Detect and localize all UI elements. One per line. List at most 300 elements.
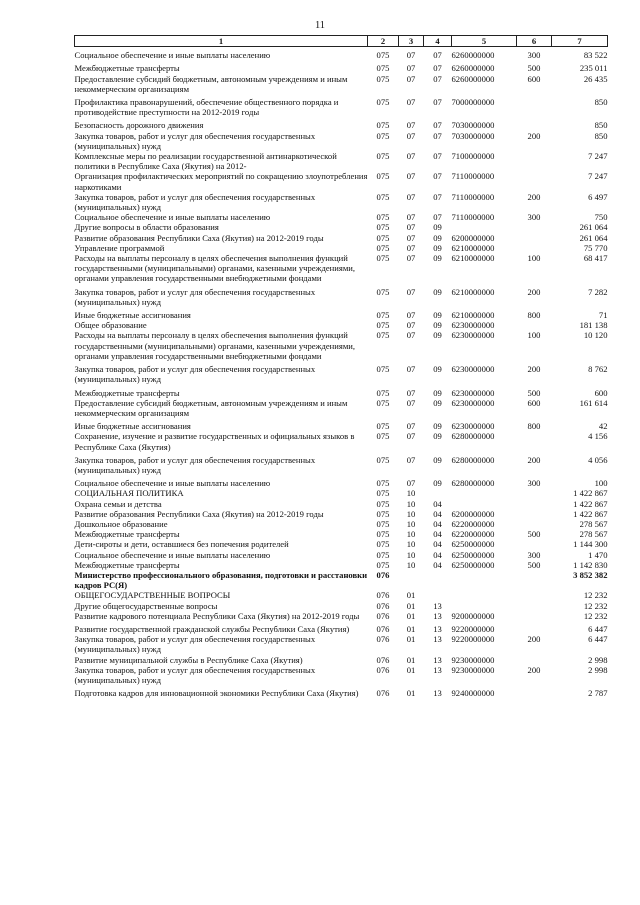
row-vr-code: 200: [527, 286, 541, 297]
row-gr-code: 075: [376, 242, 390, 253]
row-target-code: 6210000000: [451, 286, 495, 297]
row-amount: 12 232: [583, 600, 608, 611]
row-rz-code: 07: [406, 478, 416, 489]
row-gr-code: 075: [376, 222, 390, 233]
row-target-code: 7100000000: [451, 151, 495, 162]
row-vr-code: [517, 570, 552, 590]
row-vr-code: 300: [527, 549, 541, 560]
row-gr-code: 075: [376, 73, 390, 84]
table-row: [75, 117, 608, 130]
row-target-code: 6230000000: [451, 320, 495, 331]
table-header-row: [75, 36, 608, 47]
row-target-code: [452, 222, 517, 232]
row-gr-code: 076: [376, 590, 390, 601]
row-name: Закупка товаров, работ и услуг для обеспечения государственных (муниципальных) нужд: [74, 286, 316, 307]
row-pr-code: 13: [433, 600, 442, 611]
row-amount: 83 522: [583, 50, 608, 61]
row-amount: 1 422 867: [573, 498, 608, 509]
table-row: [75, 601, 608, 611]
table-row: [75, 385, 608, 398]
row-pr-code: 07: [433, 63, 442, 74]
row-vr-code: 500: [527, 529, 541, 540]
row-target-code: [452, 570, 517, 590]
row-gr-code: 075: [376, 310, 390, 321]
row-pr-code: 04: [433, 559, 442, 570]
row-target-code: 7030000000: [451, 130, 495, 141]
row-name: Другие вопросы в области образования: [74, 222, 219, 233]
row-target-code: 9240000000: [451, 688, 495, 699]
row-name: Развитие муниципальной службы в Республике Саха (Якутия): [74, 654, 303, 665]
row-rz-code: 10: [406, 549, 416, 560]
row-name: Социальное обеспечение и иные выплаты населению: [74, 50, 271, 61]
row-vr-code: 200: [527, 130, 541, 141]
row-rz-code: 07: [406, 73, 416, 84]
row-amount: 261 064: [579, 222, 608, 233]
header-col-7: 7: [552, 36, 608, 47]
row-gr-code: 075: [376, 130, 390, 141]
row-amount: 235 011: [579, 63, 608, 74]
row-gr-code: 076: [376, 623, 390, 634]
table-row: [75, 47, 608, 61]
row-pr-code: 07: [433, 130, 442, 141]
row-target-code: 6260000000: [451, 73, 495, 84]
row-vr-code: 200: [527, 634, 541, 645]
row-rz-code: 07: [406, 212, 416, 223]
row-name: Министерство профессионального образования, подготовки и расстановки кадров РС(Я): [74, 569, 368, 591]
row-gr-code: 075: [376, 488, 390, 499]
row-amount: 42: [598, 421, 608, 432]
row-target-code: 6210000000: [451, 310, 495, 321]
row-target-code: 6220000000: [451, 518, 495, 529]
row-pr-code: 09: [433, 242, 442, 253]
row-target-code: 7110000000: [451, 171, 495, 182]
table-row: [75, 330, 608, 361]
row-name: ОБЩЕГОСУДАРСТВЕННЫЕ ВОПРОСЫ: [74, 590, 231, 601]
row-gr-code: 075: [376, 330, 390, 341]
row-amount: 1 422 867: [573, 488, 608, 499]
row-amount: 100: [594, 478, 608, 489]
row-vr-code: [517, 685, 552, 698]
row-name: Безопасность дорожного движения: [74, 120, 204, 131]
row-name: Дошкольное образование: [74, 518, 168, 529]
row-pr-code: 13: [433, 654, 442, 665]
row-pr-code: [424, 590, 452, 600]
row-name: СОЦИАЛЬНАЯ ПОЛИТИКА: [74, 488, 184, 499]
row-amount: 2 998: [588, 654, 608, 665]
row-pr-code: 13: [433, 634, 442, 645]
row-gr-code: 076: [376, 654, 390, 665]
row-amount: 1 142 830: [573, 559, 608, 570]
page-number: 11: [314, 20, 326, 31]
table-row: [75, 171, 608, 191]
row-target-code: 6260000000: [451, 50, 495, 61]
row-target-code: 9220000000: [451, 634, 495, 645]
row-gr-code: 075: [376, 478, 390, 489]
table-row: [75, 550, 608, 560]
row-name: Социальное обеспечение и иные выплаты населению: [74, 549, 271, 560]
row-target-code: 6220000000: [451, 529, 495, 540]
row-pr-code: 13: [433, 610, 442, 621]
row-target-code: 7110000000: [451, 191, 495, 202]
row-rz-code: 07: [406, 151, 416, 162]
row-gr-code: 075: [376, 518, 390, 529]
row-name: Управление программой: [74, 242, 165, 253]
row-target-code: 6250000000: [451, 539, 495, 550]
row-vr-code: [517, 94, 552, 117]
row-vr-code: [517, 621, 552, 634]
row-name: Межбюджетные трансферты: [74, 387, 180, 398]
row-gr-code: 076: [376, 634, 390, 645]
row-pr-code: 09: [433, 330, 442, 341]
table-row: [75, 665, 608, 685]
row-pr-code: 09: [433, 320, 442, 331]
row-pr-code: 07: [433, 120, 442, 131]
table-row: [75, 499, 608, 509]
row-amount: 2 998: [588, 664, 608, 675]
row-target-code: 6200000000: [451, 508, 495, 519]
row-rz-code: 10: [406, 498, 416, 509]
row-vr-code: 300: [527, 212, 541, 223]
table-row: [75, 655, 608, 665]
row-gr-code: 075: [376, 286, 390, 297]
row-pr-code: 04: [433, 539, 442, 550]
row-rz-code: 07: [406, 63, 416, 74]
row-pr-code: 13: [433, 664, 442, 675]
row-name: Закупка товаров, работ и услуг для обеспечения государственных (муниципальных) нужд: [74, 364, 316, 385]
row-rz-code: 01: [406, 664, 416, 675]
row-gr-code: 075: [376, 364, 390, 375]
row-pr-code: 09: [433, 232, 442, 243]
row-pr-code: 09: [433, 253, 442, 264]
table-body: [75, 47, 608, 699]
row-vr-code: [517, 488, 552, 498]
row-rz-code: 07: [406, 431, 416, 442]
row-target-code: 7000000000: [451, 97, 495, 108]
table-row: [75, 74, 608, 94]
row-amount: 8 762: [588, 364, 608, 375]
row-vr-code: 300: [527, 478, 541, 489]
row-vr-code: 300: [527, 50, 541, 61]
row-amount: 278 567: [579, 529, 608, 540]
row-rz-code: 07: [406, 310, 416, 321]
row-rz-code: 07: [406, 286, 416, 297]
row-name: Расходы на выплаты персоналу в целях обеспечения выполнения функций государственными (муниципальными) органами, казенными учреждениями, органами управления государственными внебюджетными фондами: [74, 330, 356, 361]
table-row: [75, 611, 608, 621]
row-pr-code: 07: [433, 73, 442, 84]
row-rz-code: 01: [406, 623, 416, 634]
row-rz-code: 07: [406, 120, 416, 131]
row-pr-code: 07: [433, 151, 442, 162]
row-vr-code: [517, 509, 552, 519]
row-pr-code: 09: [433, 364, 442, 375]
row-rz-code: 07: [406, 397, 416, 408]
row-amount: 2 787: [588, 688, 608, 699]
row-name: Комплексные меры по реализации государственной антинаркотической политики в Республике Саха (Якутия) на 2012-: [74, 151, 337, 172]
row-amount: 181 138: [579, 320, 608, 331]
row-vr-code: [517, 320, 552, 330]
header-col-4: 4: [424, 36, 452, 47]
row-rz-code: 07: [406, 50, 416, 61]
row-amount: 7 282: [588, 286, 608, 297]
row-vr-code: 500: [527, 387, 541, 398]
table-row: [75, 634, 608, 654]
row-target-code: 6280000000: [451, 478, 495, 489]
row-vr-code: [517, 243, 552, 253]
row-name: Подготовка кадров для инновационной экономики Республики Саха (Якутия): [74, 688, 359, 699]
row-rz-code: 10: [406, 508, 416, 519]
row-vr-code: 200: [527, 664, 541, 675]
row-pr-code: 04: [433, 508, 442, 519]
row-pr-code: 09: [433, 421, 442, 432]
row-gr-code: 075: [376, 549, 390, 560]
row-gr-code: 075: [376, 232, 390, 243]
row-amount: 6 447: [588, 634, 608, 645]
row-pr-code: 09: [433, 310, 442, 321]
row-gr-code: 076: [376, 664, 390, 675]
row-amount: 161 614: [579, 397, 608, 408]
table-row: [75, 560, 608, 570]
table-row: [75, 529, 608, 539]
row-rz-code: 07: [406, 253, 416, 264]
row-pr-code: 04: [433, 549, 442, 560]
row-target-code: 7030000000: [451, 120, 495, 131]
row-gr-code: 076: [376, 569, 390, 580]
table-row: [75, 94, 608, 117]
row-amount: 600: [594, 387, 608, 398]
row-amount: 850: [594, 130, 608, 141]
row-rz-code: 01: [406, 590, 416, 601]
row-pr-code: 09: [433, 397, 442, 408]
row-rz-code: 07: [406, 421, 416, 432]
row-vr-code: [517, 171, 552, 191]
row-name: Закупка товаров, работ и услуг для обеспечения государственных (муниципальных) нужд: [74, 454, 316, 475]
row-amount: 1 422 867: [573, 508, 608, 519]
row-name: Иные бюджетные ассигнования: [74, 421, 191, 432]
row-rz-code: [399, 570, 424, 590]
budget-table: [74, 35, 608, 698]
row-vr-code: 200: [527, 454, 541, 465]
row-vr-code: [517, 233, 552, 243]
row-amount: 68 417: [583, 253, 608, 264]
row-amount: 4 156: [588, 431, 608, 442]
row-rz-code: 07: [406, 171, 416, 182]
row-target-code: [452, 601, 517, 611]
row-target-code: 6250000000: [451, 559, 495, 570]
row-name: Межбюджетные трансферты: [74, 529, 180, 540]
row-amount: 261 064: [579, 232, 608, 243]
row-gr-code: 076: [376, 600, 390, 611]
row-pr-code: [424, 570, 452, 590]
row-gr-code: 075: [376, 253, 390, 264]
row-pr-code: 13: [433, 688, 442, 699]
row-vr-code: 800: [527, 310, 541, 321]
row-name: Развитие образования Республики Саха (Якутия) на 2012-2019 годы: [74, 508, 324, 519]
row-rz-code: 07: [406, 232, 416, 243]
row-gr-code: 075: [376, 421, 390, 432]
row-name: Иные бюджетные ассигнования: [74, 310, 191, 321]
row-target-code: 9200000000: [451, 610, 495, 621]
row-gr-code: 075: [376, 508, 390, 519]
row-rz-code: 07: [406, 97, 416, 108]
row-name: Межбюджетные трансферты: [74, 559, 180, 570]
row-rz-code: 01: [406, 634, 416, 645]
row-vr-code: [517, 499, 552, 509]
row-target-code: 6210000000: [451, 253, 495, 264]
row-gr-code: 075: [376, 320, 390, 331]
row-name: Закупка товаров, работ и услуг для обеспечения государственных (муниципальных) нужд: [74, 191, 316, 213]
row-gr-code: 075: [376, 120, 390, 131]
row-amount: 6 497: [588, 191, 608, 202]
row-target-code: 6250000000: [451, 549, 495, 560]
row-name: Предоставление субсидий бюджетным, автономным учреждениям и иным некоммерческим организациям: [74, 397, 348, 418]
row-gr-code: 075: [376, 151, 390, 162]
row-amount: 1 470: [588, 549, 608, 560]
row-target-code: 9220000000: [451, 623, 495, 634]
row-vr-code: [517, 611, 552, 621]
row-pr-code: 09: [433, 286, 442, 297]
row-vr-code: [517, 519, 552, 529]
row-rz-code: 10: [406, 539, 416, 550]
row-pr-code: 04: [433, 498, 442, 509]
row-name: Общее образование: [74, 320, 147, 331]
row-amount: 6 447: [588, 623, 608, 634]
row-target-code: 6230000000: [451, 421, 495, 432]
table-row: [75, 570, 608, 590]
row-pr-code: 09: [433, 478, 442, 489]
row-gr-code: 076: [376, 688, 390, 699]
row-vr-code: 500: [527, 63, 541, 74]
row-target-code: [452, 590, 517, 600]
table-row: [75, 243, 608, 253]
row-amount: 750: [594, 212, 608, 223]
row-amount: 75 770: [583, 242, 608, 253]
row-gr-code: 075: [376, 498, 390, 509]
row-pr-code: [424, 488, 452, 498]
table-row: [75, 233, 608, 243]
row-name: Профилактика правонарушений, обеспечение общественного порядка и противодействие преступности на 2012-2019 годы: [74, 97, 339, 118]
table-row: [75, 621, 608, 634]
row-name: Развитие образования Республики Саха (Якутия) на 2012-2019 годы: [74, 232, 324, 243]
row-vr-code: [517, 431, 552, 451]
row-amount: 71: [598, 310, 608, 321]
row-amount: 10 120: [583, 330, 608, 341]
row-vr-code: [517, 590, 552, 600]
row-rz-code: 07: [406, 191, 416, 202]
table-row: [75, 212, 608, 222]
row-pr-code: 09: [433, 387, 442, 398]
row-gr-code: 075: [376, 212, 390, 223]
row-name: Закупка товаров, работ и услуг для обеспечения государственных (муниципальных) нужд: [74, 664, 316, 685]
row-amount: 850: [594, 97, 608, 108]
row-gr-code: 076: [376, 610, 390, 621]
table-row: [75, 590, 608, 600]
table-row: [75, 418, 608, 431]
header-col-5: 5: [452, 36, 517, 47]
row-gr-code: 075: [376, 454, 390, 465]
row-vr-code: [517, 222, 552, 232]
row-name: Предоставление субсидий бюджетным, автономным учреждениям и иным некоммерческим организациям: [74, 73, 348, 94]
row-pr-code: 07: [433, 191, 442, 202]
header-col-1: 1: [75, 36, 368, 47]
row-target-code: [452, 488, 517, 498]
row-rz-code: 07: [406, 222, 416, 233]
header-col-3: 3: [399, 36, 424, 47]
row-rz-code: 01: [406, 688, 416, 699]
table-row: [75, 151, 608, 171]
row-rz-code: 10: [406, 518, 416, 529]
row-pr-code: 04: [433, 518, 442, 529]
row-pr-code: 07: [433, 50, 442, 61]
row-amount: 7 247: [588, 151, 608, 162]
table-row: [75, 253, 608, 284]
row-name: Закупка товаров, работ и услуг для обеспечения государственных (муниципальных) нужд: [74, 130, 316, 151]
table-row: [75, 431, 608, 451]
row-target-code: 9230000000: [451, 664, 495, 675]
row-vr-code: 100: [527, 330, 541, 341]
row-gr-code: 075: [376, 539, 390, 550]
row-name: Охрана семьи и детства: [74, 498, 162, 509]
table-row: [75, 192, 608, 212]
row-amount: 278 567: [579, 518, 608, 529]
row-gr-code: 075: [376, 63, 390, 74]
row-name: Закупка товаров, работ и услуг для обеспечения государственных (муниципальных) нужд: [74, 634, 316, 655]
row-amount: 3 852 382: [573, 569, 608, 580]
row-gr-code: 075: [376, 191, 390, 202]
row-name: Развитие государственной гражданской службы Республики Саха (Якутия): [74, 623, 350, 634]
row-vr-code: 600: [527, 397, 541, 408]
row-target-code: 6210000000: [451, 242, 495, 253]
table-row: [75, 475, 608, 488]
row-vr-code: [517, 655, 552, 665]
row-target-code: 6230000000: [451, 330, 495, 341]
row-vr-code: 200: [527, 191, 541, 202]
table-row: [75, 452, 608, 475]
row-gr-code: 075: [376, 397, 390, 408]
row-vr-code: 100: [527, 253, 541, 264]
row-pr-code: 09: [433, 222, 442, 233]
row-rz-code: 10: [406, 488, 416, 499]
row-name: Сохранение, изучение и развитие государственных и официальных языков в Республике Саха (Якутия): [74, 431, 355, 452]
row-target-code: 6280000000: [451, 454, 495, 465]
row-vr-code: 600: [527, 73, 541, 84]
row-rz-code: 01: [406, 610, 416, 621]
row-target-code: 6230000000: [451, 397, 495, 408]
row-gr-code: 075: [376, 529, 390, 540]
row-name: Социальное обеспечение и иные выплаты населению: [74, 212, 271, 223]
row-amount: 1 144 300: [573, 539, 608, 550]
row-target-code: 6280000000: [451, 431, 495, 442]
row-rz-code: 07: [406, 387, 416, 398]
row-rz-code: 07: [406, 242, 416, 253]
row-target-code: [452, 499, 517, 509]
row-amount: 7 247: [588, 171, 608, 182]
table-row: [75, 519, 608, 529]
row-target-code: 9230000000: [451, 654, 495, 665]
row-name: Расходы на выплаты персоналу в целях обеспечения выполнения функций государственными (муниципальными) органами, казенными учреждениями, органами управления государственными внебюджетными фондами: [74, 253, 356, 284]
row-target-code: 6260000000: [451, 63, 495, 74]
row-vr-code: [517, 601, 552, 611]
row-rz-code: 10: [406, 529, 416, 540]
row-rz-code: 07: [406, 364, 416, 375]
row-rz-code: 07: [406, 330, 416, 341]
table-row: [75, 307, 608, 320]
row-pr-code: 04: [433, 529, 442, 540]
row-vr-code: [517, 151, 552, 171]
row-rz-code: 01: [406, 654, 416, 665]
table-row: [75, 539, 608, 549]
row-name: Организация профилактических мероприятий по сокращению злоупотребления наркотиками: [74, 171, 368, 192]
row-name: Другие общегосударственные вопросы: [74, 600, 218, 611]
